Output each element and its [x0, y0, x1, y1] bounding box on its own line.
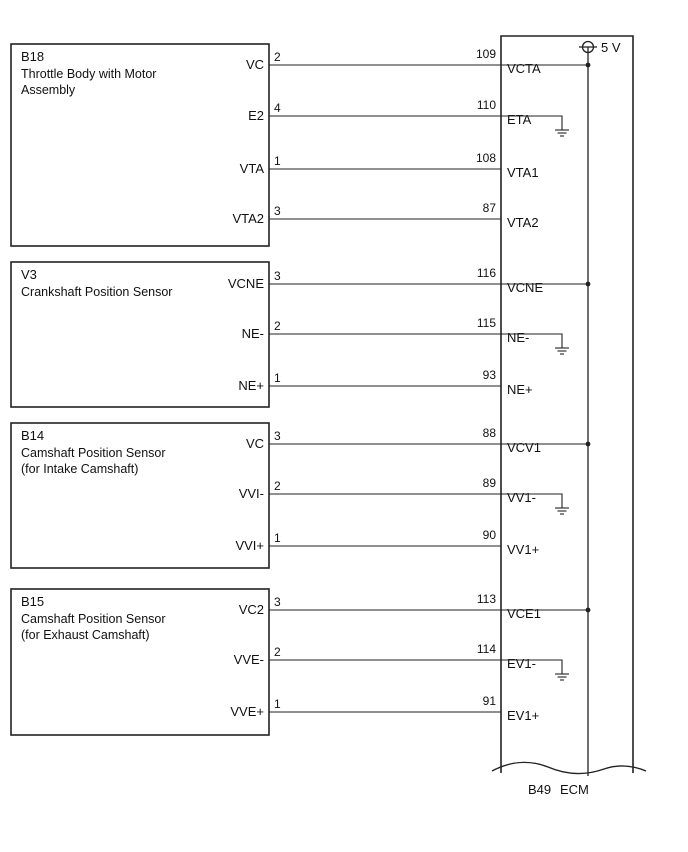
wire-vcv1 [246, 426, 590, 455]
component-pin-label: NE- [241, 326, 264, 341]
component-pin-label: VVE- [233, 652, 264, 667]
component-name-line: Crankshaft Position Sensor [21, 285, 173, 299]
wire-vta1 [240, 151, 539, 180]
ecm-terminal-label: VCE1 [507, 606, 541, 621]
component-pin-number: 2 [274, 479, 281, 493]
component-pin-label: VVI+ [235, 538, 264, 553]
ecm-connector-code: B49 [528, 782, 552, 797]
component-pin-number: 2 [274, 319, 281, 333]
ecm-pin-number: 91 [482, 694, 496, 708]
junction-dot-icon [586, 63, 591, 68]
ecm-terminal-label: VCV1 [507, 440, 541, 455]
component-pin-label: E2 [248, 108, 264, 123]
supply-voltage-label: 5 V [601, 40, 621, 55]
component-pin-number: 3 [274, 595, 281, 609]
component-pin-number: 1 [274, 697, 281, 711]
component-pin-label: NE+ [238, 378, 264, 393]
wire-ne+ [238, 368, 532, 397]
ecm-terminal-label: VV1+ [507, 542, 540, 557]
component-name-line: (for Exhaust Camshaft) [21, 628, 150, 642]
wire-vcne [228, 266, 591, 295]
component-name-line: Throttle Body with Motor [21, 67, 157, 81]
ecm-pin-number: 110 [476, 98, 496, 112]
junction-dot-icon [586, 608, 591, 613]
component-pin-number: 4 [274, 101, 281, 115]
component-pin-number: 1 [274, 154, 281, 168]
ecm-pin-number: 93 [482, 368, 496, 382]
component-box [11, 423, 269, 568]
component-pin-label: VC2 [238, 602, 264, 617]
wire-ev1- [234, 642, 569, 680]
component-name-line: Camshaft Position Sensor [21, 446, 166, 460]
component-b18 [11, 44, 590, 246]
ecm-terminal-label: NE- [507, 330, 530, 345]
ecm-name: ECM [560, 782, 589, 797]
ecm-pin-number: 87 [482, 201, 496, 215]
component-code: V3 [21, 267, 37, 282]
ecm-terminal-label: VV1- [507, 490, 536, 505]
ecm-pin-number: 115 [476, 316, 496, 330]
wire-eta [248, 98, 569, 136]
wire-vv1+ [235, 528, 539, 557]
junction-dot-icon [586, 442, 591, 447]
ecm-terminal-label: VTA1 [507, 165, 539, 180]
wire-vcta [246, 47, 590, 76]
ecm-caption [528, 782, 589, 797]
component-pin-label: VVE+ [230, 704, 264, 719]
component-pin-label: VVI- [238, 486, 264, 501]
supply-5v [579, 40, 621, 776]
wire-vce1 [239, 592, 591, 621]
ecm-terminal-label: EV1+ [507, 708, 540, 723]
component-pin-label: VTA [239, 161, 264, 176]
ecm-pin-number: 109 [475, 47, 496, 61]
component-pin-number: 1 [274, 531, 281, 545]
component-name-line: Camshaft Position Sensor [21, 612, 166, 626]
component-pin-number: 2 [274, 645, 281, 659]
component-pin-label: VTA2 [232, 211, 264, 226]
wire-ne- [242, 316, 569, 354]
junction-dot-icon [586, 282, 591, 287]
ecm-pin-number: 89 [482, 476, 496, 490]
ecm-pin-number: 90 [482, 528, 496, 542]
wire-ev1+ [230, 694, 539, 723]
ecm-pin-number: 108 [475, 151, 496, 165]
wire-vta2 [232, 201, 538, 230]
component-name-line: Assembly [21, 83, 76, 97]
component-pin-number: 3 [274, 204, 281, 218]
ecm-pin-number: 116 [476, 266, 496, 280]
ecm-terminal-label: EV1- [507, 656, 536, 671]
component-pin-label: VCNE [227, 276, 264, 291]
ecm-terminal-label: VTA2 [507, 215, 539, 230]
ecm-terminal-label: ETA [507, 112, 532, 127]
component-pin-label: VC [245, 436, 264, 451]
component-pin-number: 3 [274, 429, 281, 443]
ecm-terminal-label: VCNE [507, 280, 544, 295]
component-v3 [11, 262, 590, 407]
ecm-terminal-label: NE+ [507, 382, 533, 397]
ecm-pin-number: 113 [476, 592, 496, 606]
ecm-pin-number: 114 [476, 642, 496, 656]
ecm-terminal-label: VCTA [507, 61, 541, 76]
component-pin-number: 1 [274, 371, 281, 385]
component-pin-number: 3 [274, 269, 281, 283]
component-code: B14 [21, 428, 45, 443]
component-pin-number: 2 [274, 50, 281, 64]
component-b14 [11, 423, 590, 568]
ecm-pin-number: 88 [482, 426, 496, 440]
component-pin-label: VC [245, 57, 264, 72]
component-b15 [11, 589, 590, 735]
component-name-line: (for Intake Camshaft) [21, 462, 139, 476]
components-layer [11, 44, 590, 735]
component-code: B15 [21, 594, 45, 609]
wire-vv1- [239, 476, 569, 514]
component-code: B18 [21, 49, 45, 64]
